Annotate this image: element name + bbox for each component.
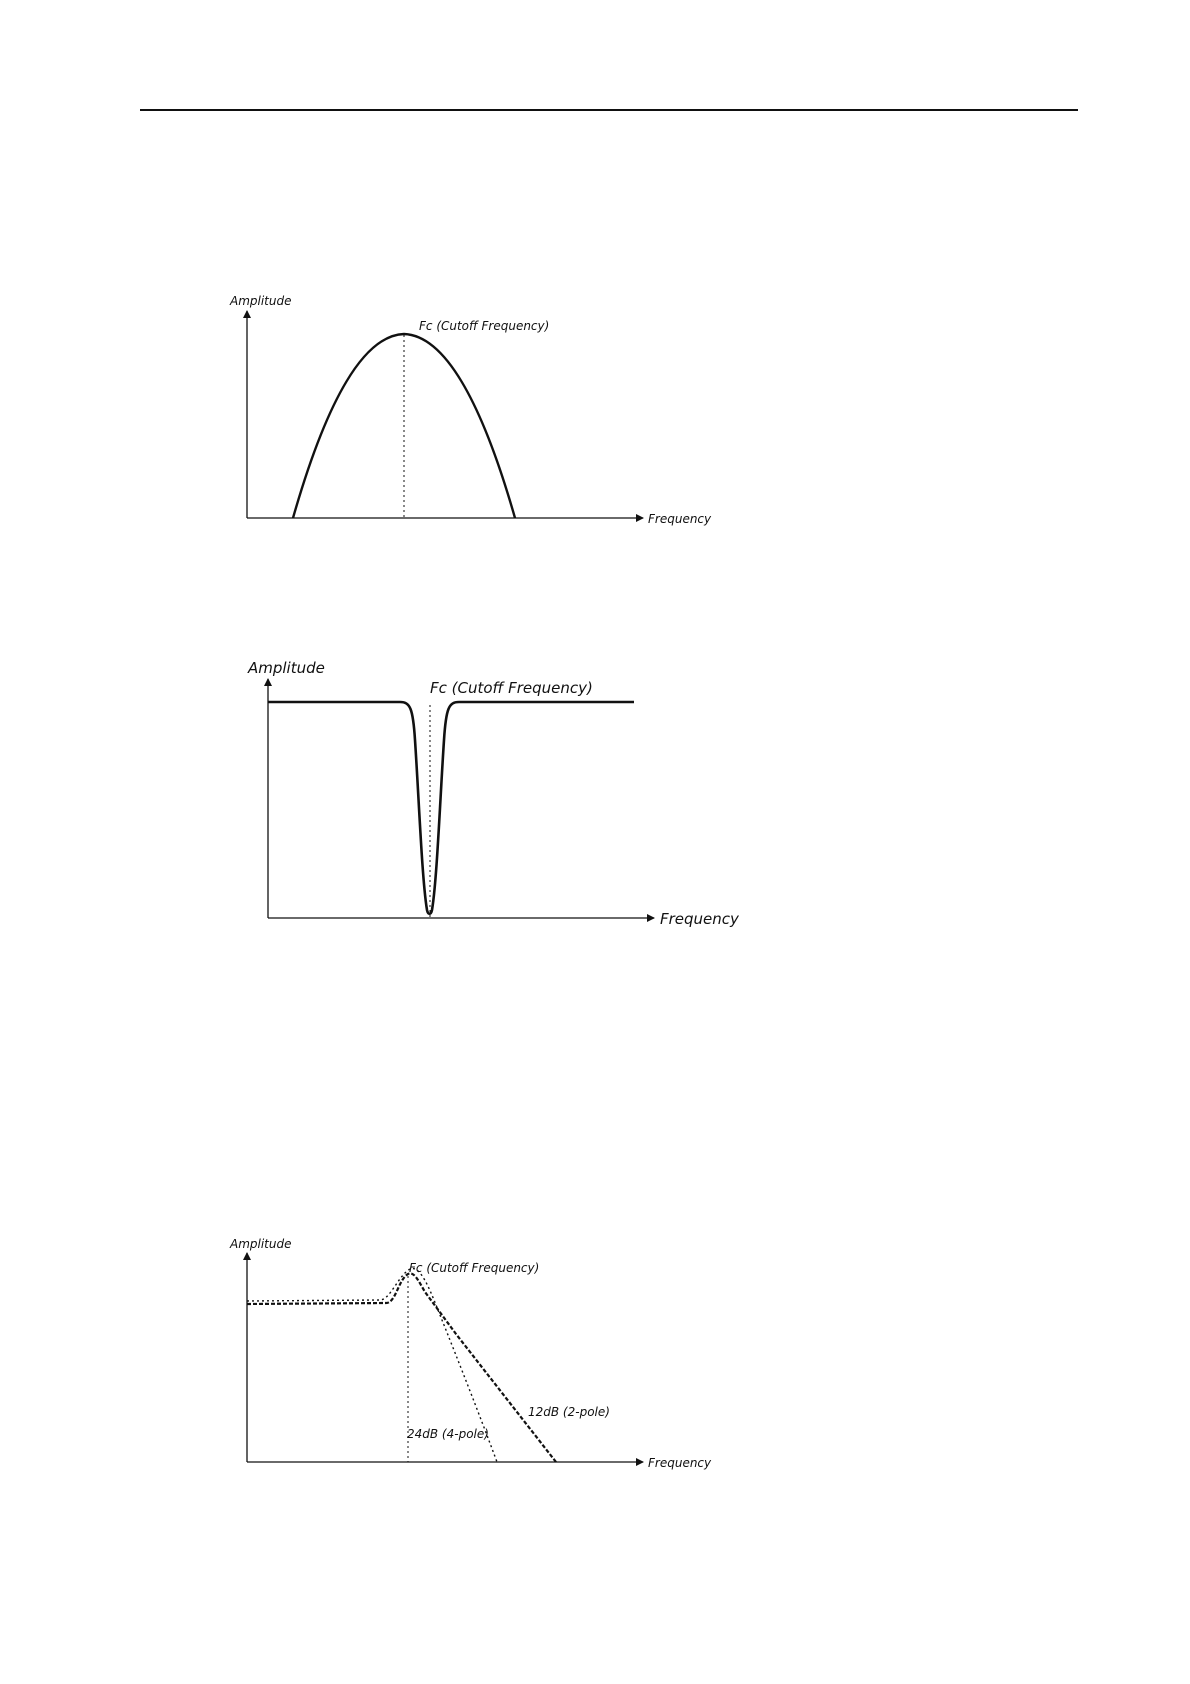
notch-curve — [268, 702, 634, 914]
x-axis-label: Frequency — [648, 512, 712, 526]
x-axis-label: Frequency — [648, 1456, 712, 1470]
label-24db-4-pole: 24dB (4-pole) — [407, 1427, 489, 1441]
curve-12db-2-pole — [247, 1273, 556, 1462]
label-12db-2-pole: 12dB (2-pole) — [528, 1405, 610, 1419]
y-axis-label: Amplitude — [230, 294, 292, 308]
cutoff-label: Fc (Cutoff Frequency) — [430, 679, 593, 697]
bandpass-diagram — [229, 294, 712, 526]
cutoff-label: Fc (Cutoff Frequency) — [409, 1261, 540, 1275]
lowpass-slopes-diagram — [229, 1237, 712, 1470]
notch-diagram — [247, 659, 740, 928]
y-axis-label: Amplitude — [230, 1237, 292, 1251]
cutoff-label: Fc (Cutoff Frequency) — [419, 319, 550, 333]
x-axis-label: Frequency — [660, 910, 739, 928]
y-axis-label: Amplitude — [248, 659, 325, 677]
